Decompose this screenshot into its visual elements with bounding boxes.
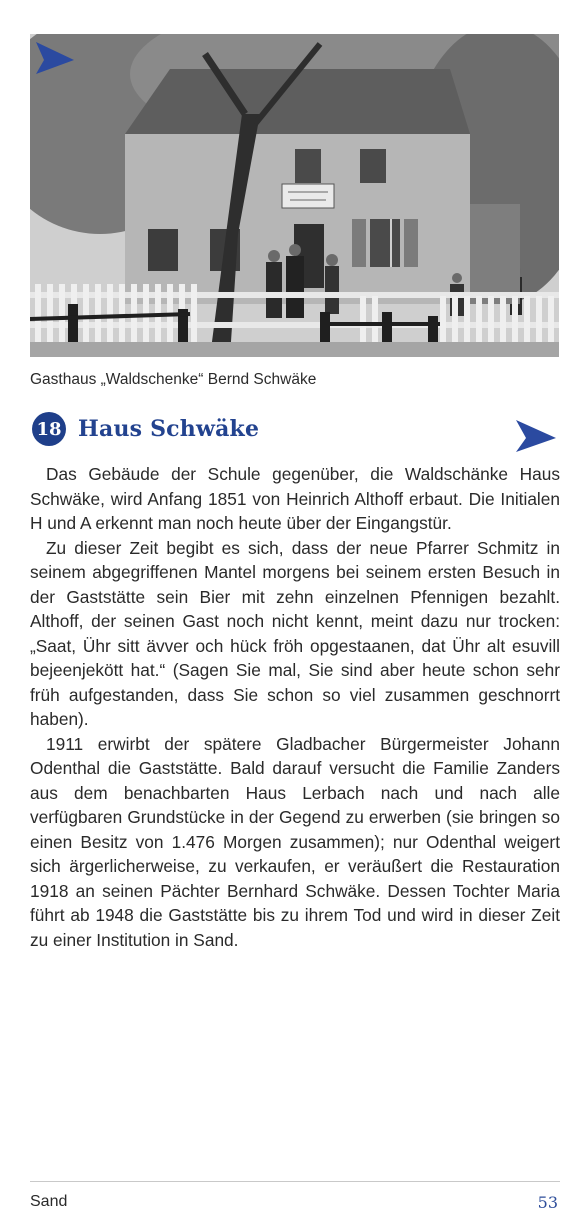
arrow-right-icon: [514, 418, 558, 454]
arrow-right-icon: [34, 40, 76, 76]
photo-caption: Gasthaus „Waldschenke“ Bernd Schwäke: [30, 371, 317, 388]
paragraph: 1911 erwirbt der spätere Gladbacher Bürgermeister Johann Odenthal die Gaststätte. Bald darauf versucht die Familie Zanders aus dem benachbarten Haus Lerbach nach und nach alle verfügbaren Grundstücke in der Gegend zu erwerben (sie bringen so einen Besitz von 1.476 Morgen zusammen); nur Odenthal weigert sich ärgerlicherweise, zu verkaufen, er veräußert die Restauration 1918 an seinen Pächter Bernhard Schwäke. Dessen Tochter Maria führt ab 1948 die Gaststätte bis zu ihrem Tod und wird in dieser Zeit zu einer Institution in Sand.: [30, 733, 560, 950]
body-text: [30, 462, 560, 952]
paragraph: Das Gebäude der Schule gegenüber, die Waldschänke Haus Schwäke, wird Anfang 1851 von Heinrich Althoff erbaut. Die Initialen H und A erkennt man noch heute über der Eingangstür.: [30, 464, 560, 533]
section-heading: [32, 412, 259, 446]
historic-photo-gasthaus: [30, 34, 559, 357]
paragraph: Zu dieser Zeit begibt es sich, dass der neue Pfarrer Schmitz in seinem abgegriffenen Mantel morgens bei seinem ersten Besuch in der Gaststätte sein Bier mit zehn einzelnen Pfennigen bezahlt. Althoff, der seinen Gast noch nicht kennt, meint dazu nur trocken: „Saat, Ühr sitt ävver och hück fröh opgestaanen, dat Ühr alt esuvill bejeenjekött hat.“ (Sagen Sie mal, Sie sind aber heute schon sehr früh aufgestanden, dass Sie schon so viel zusammen geschnorrt haben).: [30, 537, 560, 729]
page-number: 53: [537, 1193, 558, 1212]
footer-divider: [30, 1181, 560, 1182]
section-title: Haus Schwäke: [78, 416, 260, 442]
footer-location: Sand: [30, 1193, 68, 1210]
section-number-badge: 18: [32, 412, 66, 446]
